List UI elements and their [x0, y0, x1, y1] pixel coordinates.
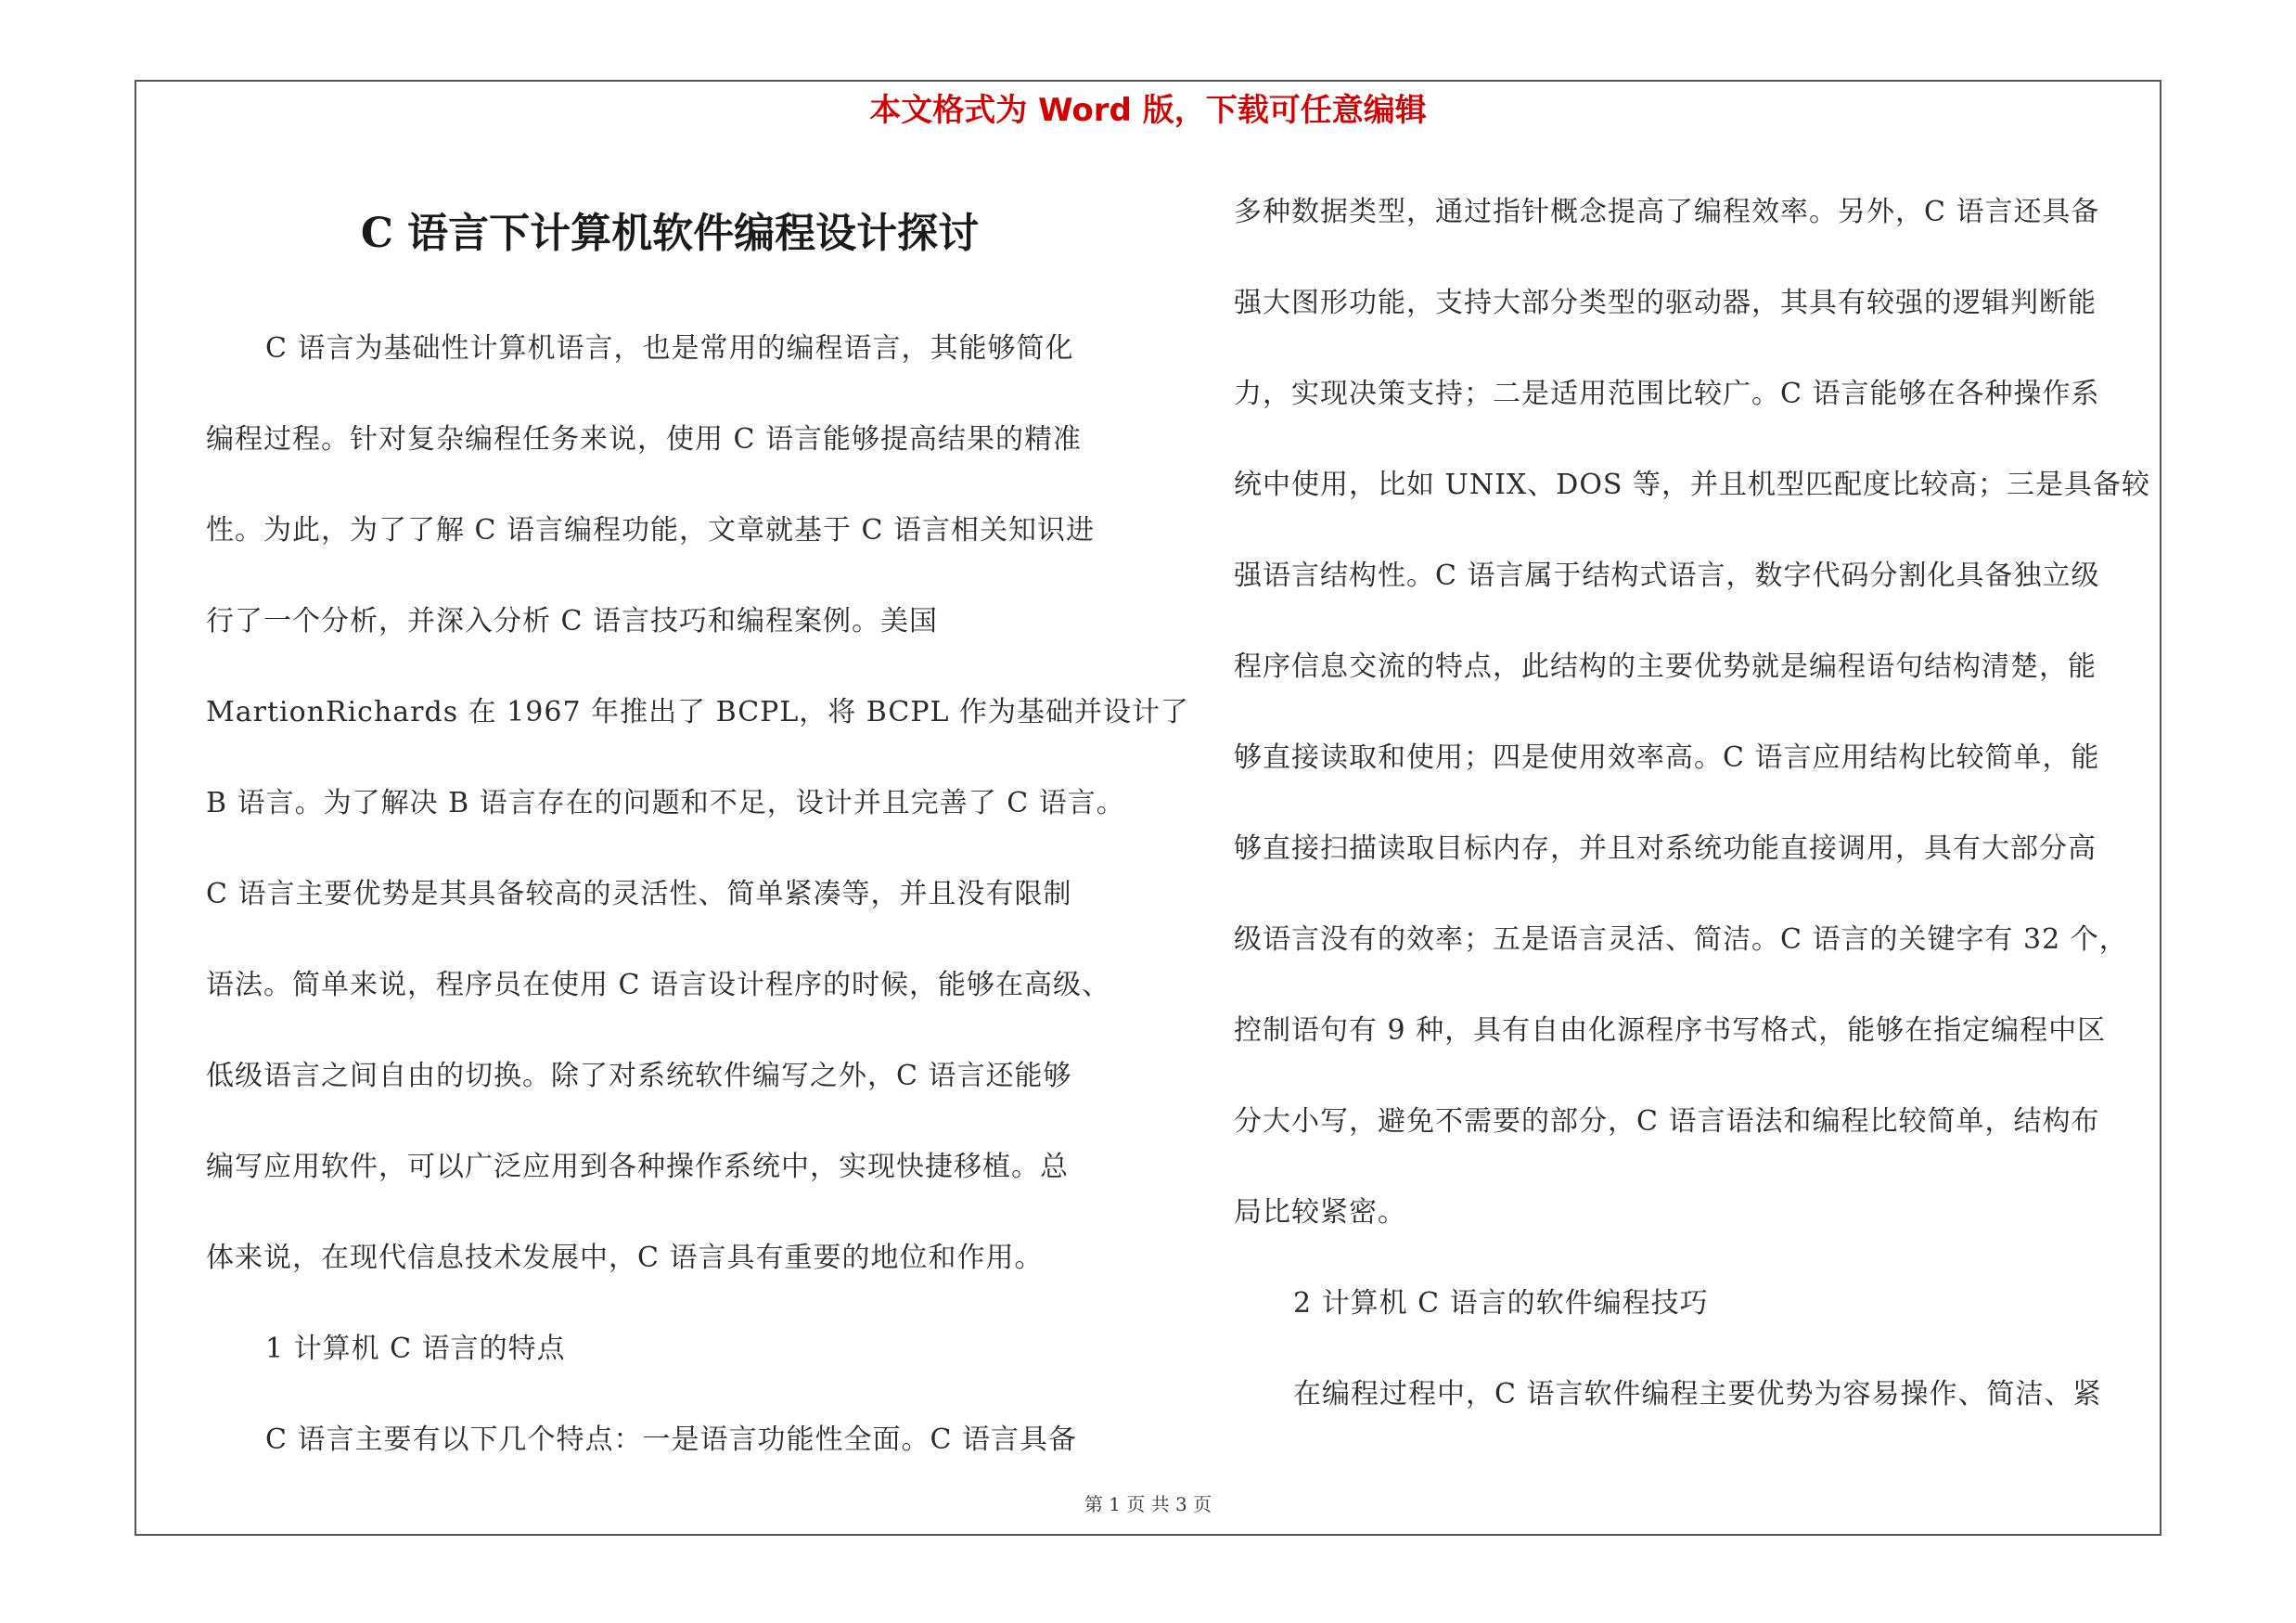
word-format-banner: 本文格式为 Word 版，下载可任意编辑 — [869, 92, 1427, 129]
paragraph-line: 分大小写，避免不需要的部分，C 语言语法和编程比较简单，结构布 — [1234, 1105, 2100, 1138]
paragraph-line: 够直接扫描读取目标内存，并且对系统功能直接调用，具有大部分高 — [1234, 832, 2097, 865]
paragraph-line: 控制语句有 9 种，具有自由化源程序书写格式，能够在指定编程中区 — [1234, 1014, 2107, 1047]
left-column — [206, 303, 1190, 1486]
paragraph-line: 多种数据类型，通过指针概念提高了编程效率。另外，C 语言还具备 — [1234, 196, 2100, 228]
paragraph-line: 级语言没有的效率；五是语言灵活、简洁。C 语言的关键字有 32 个， — [1234, 923, 2128, 956]
paragraph-line: 行了一个分析，并深入分析 C 语言技巧和编程案例。美国 — [206, 605, 939, 638]
paragraph-line: 强语言结构性。C 语言属于结构式语言，数字代码分割化具备独立级 — [1234, 560, 2100, 592]
paragraph-line: 编写应用软件，可以广泛应用到各种操作系统中，实现快捷移植。总 — [206, 1151, 1069, 1183]
paragraph-line: 体来说，在现代信息技术发展中，C 语言具有重要的地位和作用。 — [206, 1242, 1044, 1274]
paragraph-line: 够直接读取和使用；四是使用效率高。C 语言应用结构比较简单，能 — [1234, 741, 2100, 774]
paragraph-line: 低级语言之间自由的切换。除了对系统软件编写之外，C 语言还能够 — [206, 1060, 1072, 1092]
section-heading: 2 计算机 C 语言的软件编程技巧 — [1293, 1287, 1709, 1320]
paragraph-line: 程序信息交流的特点，此结构的主要优势就是编程语句结构清楚，能 — [1234, 650, 2097, 683]
paragraph-line: B 语言。为了解决 B 语言存在的问题和不足，设计并且完善了 C 语言。 — [206, 787, 1125, 819]
paragraph-line: 强大图形功能，支持大部分类型的驱动器，其具有较强的逻辑判断能 — [1234, 287, 2097, 319]
right-column — [1234, 167, 2152, 1440]
paragraph-line: C 语言为基础性计算机语言，也是常用的编程语言，其能够简化 — [265, 332, 1074, 365]
paragraph-line: MartionRichards 在 1967 年推出了 BCPL，将 BCPL 作为基础并设计了 — [206, 696, 1190, 728]
paragraph-line: C 语言主要有以下几个特点：一是语言功能性全面。C 语言具备 — [265, 1423, 1077, 1456]
document-title: C 语言下计算机软件编程设计探讨 — [360, 210, 980, 257]
paragraph-line: 局比较紧密。 — [1234, 1196, 1406, 1229]
paragraph-line: 性。为此，为了了解 C 语言编程功能，文章就基于 C 语言相关知识进 — [206, 514, 1096, 547]
paragraph-line: C 语言主要优势是其具备较高的灵活性、简单紧凑等，并且没有限制 — [206, 878, 1072, 910]
paragraph-line: 统中使用，比如 UNIX、DOS 等，并且机型匹配度比较高；三是具备较 — [1234, 469, 2151, 501]
paragraph-line: 语法。简单来说，程序员在使用 C 语言设计程序的时候，能够在高级、 — [206, 969, 1111, 1001]
paragraph-line: 在编程过程中，C 语言软件编程主要优势为容易操作、简洁、紧 — [1293, 1378, 2102, 1410]
section-heading: 1 计算机 C 语言的特点 — [265, 1333, 566, 1365]
paragraph-line: 力，实现决策支持；二是适用范围比较广。C 语言能够在各种操作系 — [1234, 378, 2100, 410]
page-number-footer: 第 1 页 共 3 页 — [1084, 1493, 1212, 1515]
paragraph-line: 编程过程。针对复杂编程任务来说，使用 C 语言能够提高结果的精准 — [206, 423, 1083, 456]
